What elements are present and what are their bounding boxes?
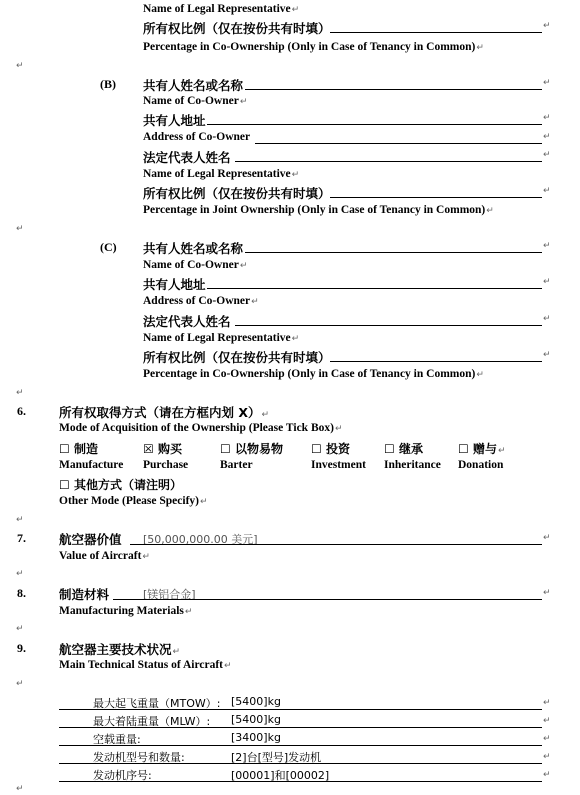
pilcrow-mark: ↵	[543, 113, 551, 123]
section-8-label-zh: 制造材料	[59, 587, 110, 602]
tech-row-line	[59, 763, 542, 764]
option-manufacture-checkbox[interactable]	[59, 440, 98, 457]
section-6-number: 6.	[17, 404, 26, 418]
co-owner-name-zh: 共有人姓名或名称	[143, 241, 244, 256]
checkbox-empty-icon: ☐	[458, 442, 469, 456]
legal-rep-zh: 法定代表人姓名	[143, 314, 231, 329]
percentage-en: Percentage in Co-Ownership (Only in Case of Tenancy in Common)↵	[143, 41, 484, 53]
pilcrow-mark: ↵	[16, 784, 24, 794]
pilcrow-mark: ↵	[16, 569, 24, 579]
option-investment-checkbox[interactable]	[311, 440, 350, 457]
tech-row-label: 发动机序号:	[93, 769, 152, 782]
option-donation-checkbox[interactable]: ☐ 赠与↵	[458, 442, 506, 456]
tech-row-label: 空载重量:	[93, 733, 141, 746]
checkbox-empty-icon: ☐	[384, 442, 395, 456]
co-owner-name-zh: 共有人姓名或名称	[143, 78, 244, 93]
tech-row-value[interactable]: [00001]和[00002]	[231, 769, 330, 782]
legal-rep-line	[235, 161, 542, 162]
pilcrow-mark: ↵	[543, 241, 551, 251]
percentage-en: Percentage in Joint Ownership (Only in Case of Tenancy in Common)↵	[143, 204, 494, 216]
legal-rep-zh: 法定代表人姓名	[143, 150, 231, 165]
checkbox-empty-icon: ☐	[311, 442, 322, 456]
co-owner-c-label: (C)	[100, 240, 117, 254]
option-donation-en: Donation	[458, 459, 504, 471]
co-owner-address-line	[207, 124, 542, 125]
pilcrow-mark: ↵	[16, 679, 24, 689]
materials-line	[113, 599, 542, 600]
section-9-label-zh: 航空器主要技术状况↵	[59, 642, 181, 657]
option-label-zh: 制造	[73, 442, 98, 456]
pilcrow-mark: ↵	[543, 350, 551, 360]
ownership-ratio-zh: 所有权比例（仅在按份共有时填）	[143, 21, 331, 36]
section-9-number: 9.	[17, 641, 26, 655]
materials-field[interactable]: [镁铝合金]	[143, 588, 196, 601]
aircraft-value-field[interactable]: [50,000,000.00 美元]	[143, 533, 258, 546]
option-label-zh: 其他方式（请注明）	[73, 478, 182, 492]
tech-row-value[interactable]: [5400]kg	[231, 695, 281, 708]
pilcrow-mark: ↵	[543, 314, 551, 324]
pilcrow-mark: ↵	[543, 21, 551, 31]
checkbox-empty-icon: ☐	[59, 442, 70, 456]
section-6-title-zh: 所有权取得方式（请在方框内划 X）↵	[59, 405, 270, 420]
tech-row-line	[59, 709, 542, 710]
ratio-zh: 所有权比例（仅在按份共有时填）	[143, 350, 331, 365]
tech-row-line	[59, 781, 542, 782]
pilcrow-mark: ↵	[16, 624, 24, 634]
option-purchase-checkbox[interactable]	[143, 440, 182, 457]
option-barter-en: Barter	[220, 459, 253, 471]
pilcrow-mark: ↵	[543, 533, 551, 543]
tech-row-value[interactable]: [5400]kg	[231, 713, 281, 726]
section-6-title-en: Mode of Acquisition of the Ownership (Please Tick Box)↵	[59, 422, 343, 434]
pilcrow-mark: ↵	[543, 150, 551, 160]
co-owner-name-en: Name of Co-Owner↵	[143, 95, 248, 107]
ratio-zh: 所有权比例（仅在按份共有时填）	[143, 186, 331, 201]
pilcrow-mark: ↵	[543, 734, 551, 744]
option-label-zh: 投资	[325, 442, 350, 456]
pilcrow-mark: ↵	[543, 78, 551, 88]
co-owner-address-en: Address of Co-Owner↵	[143, 295, 259, 307]
co-owner-address-zh: 共有人地址	[143, 113, 206, 128]
co-owner-address-zh: 共有人地址	[143, 277, 206, 292]
pilcrow-mark: ↵	[16, 388, 24, 398]
pilcrow-mark: ↵	[543, 588, 551, 598]
aircraft-value-line	[130, 544, 542, 545]
co-owner-address-en-line	[255, 143, 542, 144]
option-label-zh: 以物易物	[234, 442, 283, 456]
section-7-label-en: Value of Aircraft↵	[59, 550, 150, 562]
option-purchase-en: Purchase	[143, 459, 189, 471]
tech-row-label: 最大起飞重量（MTOW）:	[93, 697, 221, 710]
legal-rep-en: Name of Legal Representative↵	[143, 168, 300, 180]
percentage-en: Percentage in Co-Ownership (Only in Case of Tenancy in Common)↵	[143, 368, 484, 380]
tech-row-value[interactable]: [3400]kg	[231, 731, 281, 744]
pilcrow-mark: ↵	[543, 752, 551, 762]
tech-row-line	[59, 745, 542, 746]
option-inheritance-checkbox[interactable]	[384, 440, 423, 457]
section-7-label-zh: 航空器价值	[59, 532, 122, 547]
section-7-number: 7.	[17, 531, 26, 545]
co-owner-b-label: (B)	[100, 77, 116, 91]
co-owner-address-en: Address of Co-Owner	[143, 131, 251, 143]
tech-row-label: 最大着陆重量（MLW）:	[93, 715, 211, 728]
ratio-line	[330, 361, 542, 362]
legal-rep-en: Name of Legal Representative↵	[143, 332, 300, 344]
section-9-label-en: Main Technical Status of Aircraft↵	[59, 659, 232, 671]
ratio-line	[330, 197, 542, 198]
co-owner-address-line	[207, 288, 542, 289]
pilcrow-mark: ↵	[543, 186, 551, 196]
other-mode-en: Other Mode (Please Specify)↵	[59, 495, 208, 507]
section-8-label-en: Manufacturing Materials↵	[59, 605, 193, 617]
option-manufacture-en: Manufacture	[59, 459, 124, 471]
option-label-zh: 继承	[398, 442, 423, 456]
co-owner-name-line	[245, 252, 542, 253]
checkbox-empty-icon: ☐	[220, 442, 231, 456]
pilcrow-mark: ↵	[16, 515, 24, 525]
co-owner-name-line	[245, 89, 542, 90]
option-other-checkbox[interactable]	[59, 476, 182, 493]
pilcrow-mark: ↵	[16, 224, 24, 234]
option-inheritance-en: Inheritance	[384, 459, 441, 471]
legal-rep-line	[235, 325, 542, 326]
legal-rep-name-en: Name of Legal Representative↵	[143, 3, 300, 15]
co-owner-name-en: Name of Co-Owner↵	[143, 259, 248, 271]
option-barter-checkbox[interactable]	[220, 440, 283, 457]
pilcrow-mark: ↵	[543, 698, 551, 708]
checkbox-checked-icon: ☒	[143, 442, 154, 456]
pilcrow-mark: ↵	[543, 770, 551, 780]
option-label-zh: 购买	[157, 442, 182, 456]
option-label-zh: 赠与	[472, 442, 497, 456]
tech-row-line	[59, 727, 542, 728]
pilcrow-mark: ↵	[543, 132, 551, 142]
checkbox-empty-icon: ☐	[59, 478, 70, 492]
pilcrow-mark: ↵	[16, 61, 24, 71]
option-investment-en: Investment	[311, 459, 366, 471]
pilcrow-mark: ↵	[543, 716, 551, 726]
tech-row-value[interactable]: [2]台[型号]发动机	[231, 751, 322, 764]
section-8-number: 8.	[17, 586, 26, 600]
tech-row-label: 发动机型号和数量:	[93, 751, 185, 764]
pilcrow-mark: ↵	[543, 277, 551, 287]
ratio-underline	[330, 32, 542, 33]
